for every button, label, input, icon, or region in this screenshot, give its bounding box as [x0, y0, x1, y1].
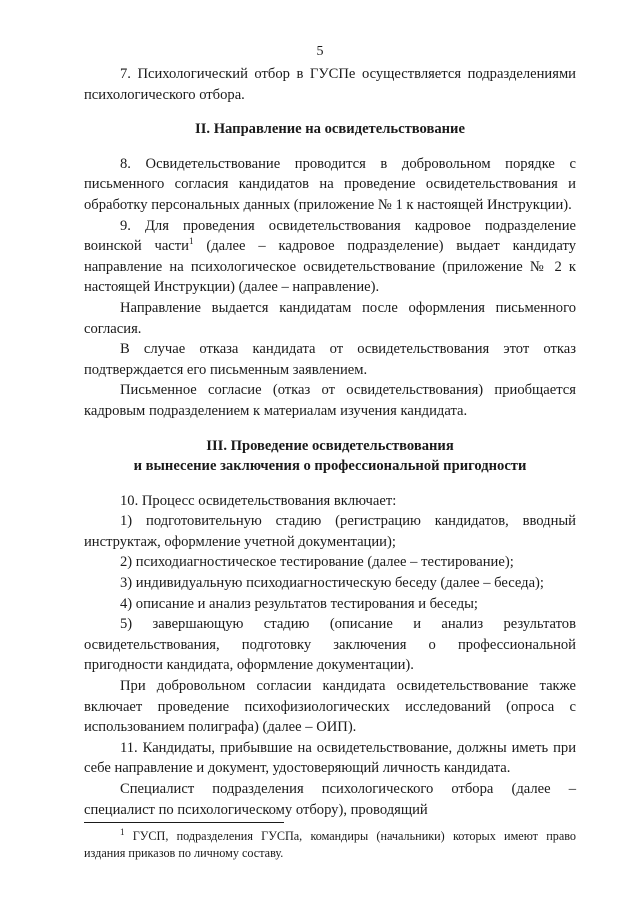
footnote-reference: 1	[188, 236, 194, 247]
paragraph-10: 10. Процесс освидетельствования включает:	[120, 492, 397, 509]
paragraph-8: 8. Освидетельствование проводится в добровольном порядке с письменного согласия кандидатов на проведение освидетельствования и обработку персональных данных (приложение № 1 к настоящей Инструкции).	[84, 155, 576, 213]
paragraph-11: 11. Кандидаты, прибывшие на освидетельствование, должны иметь при себе направление и документ, удостоверяющий личность кандидата.	[84, 739, 576, 777]
paragraph-9-4: Письменное согласие (отказ от освидетельствования) приобщается кадровым подразделением к материалам изучения кандидата.	[84, 382, 576, 419]
paragraph-9	[84, 216, 576, 298]
paragraph-9-2: Направление выдается кандидатам после оформления письменного согласия.	[84, 299, 576, 337]
paragraph-7: 7. Психологический отбор в ГУСПе осуществляется подразделениями психологического отбора.	[84, 66, 576, 103]
paragraph-9-end: (далее – кадровое подразделение) выдает кандидату направление на психологическое освидетельствование (приложение № 2 к настоящей Инструкции) (далее – направление).	[84, 238, 576, 296]
page-number: 5	[316, 44, 324, 59]
paragraph-9-3: В случае отказа кандидата от освидетельствования этот отказ подтверждается его письменным заявлением.	[84, 341, 576, 378]
footnote	[84, 828, 576, 861]
paragraph-10-item-1: 1) подготовительную стадию (регистрацию кандидатов, вводный инструктаж, оформление учетной документации);	[84, 513, 576, 550]
paragraph-12: Специалист подразделения психологического отбора (далее – специалист по психологическому отбору), проводящий	[84, 781, 576, 818]
paragraph-10-item-2: 2) психодиагностическое тестирование (далее – тестирование);	[120, 554, 514, 571]
footnote-divider	[84, 822, 284, 823]
section-3-title-line-1: III. Проведение освидетельствования	[206, 437, 454, 454]
paragraph-10-item-3: 3) индивидуальную психодиагностическую беседу (далее – беседа);	[120, 575, 544, 592]
paragraph-10-ojp: При добровольном согласии кандидата освидетельствование также включает проведение психофизиологических исследований (опроса с использованием полиграфа) (далее – ОИП).	[84, 678, 576, 736]
section-2-title: II. Направление на освидетельствование	[195, 121, 465, 138]
paragraph-10-item-5: 5) завершающую стадию (описание и анализ результатов освидетельствования, подготовку заключения о профессиональной пригодности кандидата, оформление документации).	[84, 616, 576, 674]
document-body	[84, 64, 576, 820]
paragraph-10-item-4: 4) описание и анализ результатов тестирования и беседы;	[120, 595, 478, 612]
section-3-title-line-2: и вынесение заключения о профессиональной пригодности	[133, 458, 527, 475]
footnote-mark: 1	[120, 826, 125, 837]
paragraph-9-start: 9. Для проведения освидетельствования кадровое подразделение воинской части	[84, 217, 576, 255]
footnote-text: ГУСП, подразделения ГУСПа, командиры (начальники) которых имеют право издания приказов по личному составу.	[84, 829, 576, 860]
